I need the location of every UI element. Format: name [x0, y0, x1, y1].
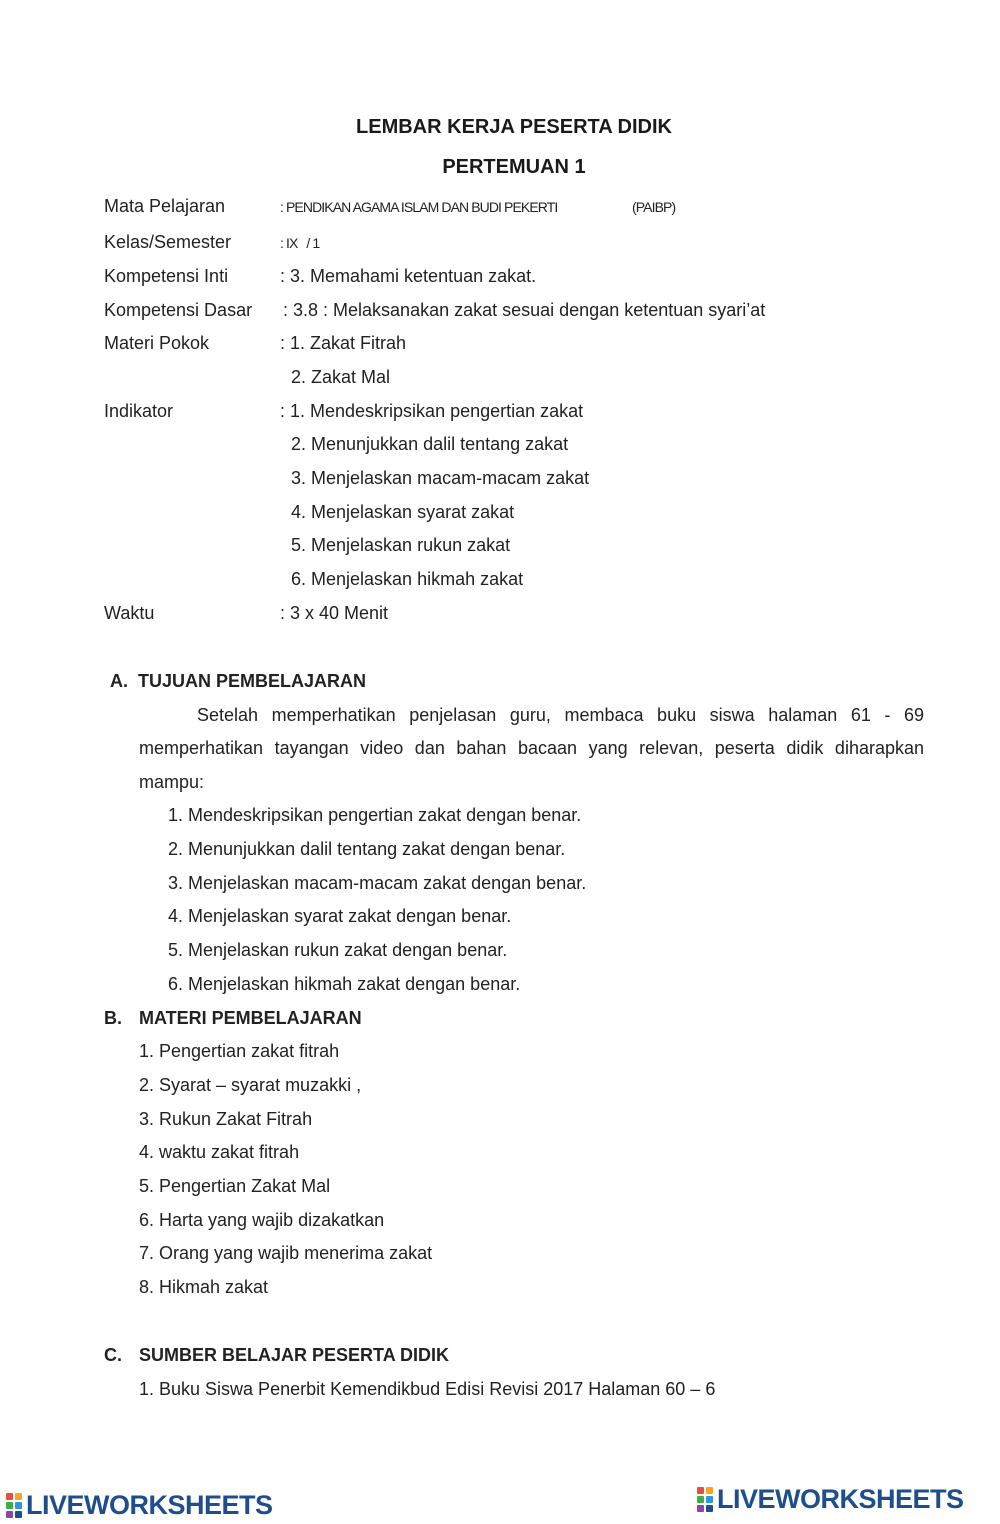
indikator-label: Indikator — [104, 401, 174, 421]
logo-text: LIVEWORKSHEETS — [717, 1484, 964, 1514]
tujuan-item: 4. Menjelaskan syarat zakat dengan benar. — [168, 906, 512, 926]
kelas-label: Kelas/Semester — [104, 232, 232, 252]
materi-list-item: 5. Pengertian Zakat Mal — [139, 1176, 331, 1196]
ki-value: : 3. Memahami ketentuan zakat. — [280, 266, 537, 286]
tujuan-item: 2. Menunjukkan dalil tentang zakat dengan benar. — [168, 839, 566, 859]
liveworksheets-logo-left[interactable] — [6, 1490, 273, 1521]
materi-list-item: 4. waktu zakat fitrah — [139, 1142, 300, 1162]
section-b-heading: MATERI PEMBELAJARAN — [139, 1008, 362, 1028]
tujuan-item: 5. Menjelaskan rukun zakat dengan benar. — [168, 940, 508, 960]
tujuan-item: 3. Menjelaskan macam-macam zakat dengan benar. — [168, 873, 587, 893]
tujuan-item: 1. Mendeskripsikan pengertian zakat dengan benar. — [168, 805, 582, 825]
sumber-list-item: 1. Buku Siswa Penerbit Kemendikbud Edisi Revisi 2017 Halaman 60 – 6 — [139, 1379, 716, 1399]
liveworksheets-logo-right[interactable] — [697, 1484, 964, 1515]
tujuan-item: 6. Menjelaskan hikmah zakat dengan benar. — [168, 974, 521, 994]
mapel-abbr: (PAIBP) — [632, 199, 676, 215]
tujuan-paragraph-line: memperhatikan tayangan video dan bahan bacaan yang relevan, peserta didik diharapkan — [139, 738, 924, 758]
tujuan-paragraph-line: mampu: — [139, 772, 205, 792]
kd-label: Kompetensi Dasar — [104, 300, 253, 320]
section-b-letter: B. — [104, 1008, 122, 1028]
materi-list-item: 1. Pengertian zakat fitrah — [139, 1041, 340, 1061]
indikator-item: 3. Menjelaskan macam-macam zakat — [291, 468, 590, 488]
mapel-value: : PENDIKAN AGAMA ISLAM DAN BUDI PEKERTI — [280, 199, 558, 215]
mapel-label: Mata Pelajaran — [104, 196, 226, 216]
indikator-item: 6. Menjelaskan hikmah zakat — [291, 569, 524, 589]
tujuan-paragraph-line: Setelah memperhatikan penjelasan guru, membaca buku siswa halaman 61 - 69 — [197, 705, 924, 725]
page-subtitle: PERTEMUAN 1 — [442, 156, 586, 178]
page-title: LEMBAR KERJA PESERTA DIDIK — [356, 116, 672, 138]
materi-list-item: 2. Syarat – syarat muzakki , — [139, 1075, 362, 1095]
logo-grid-icon — [6, 1493, 22, 1518]
materi-list-item: 6. Harta yang wajib dizakatkan — [139, 1210, 385, 1230]
materi-list-item: 8. Hikmah zakat — [139, 1277, 269, 1297]
indikator-item: 5. Menjelaskan rukun zakat — [291, 535, 511, 555]
materi-label: Materi Pokok — [104, 333, 210, 353]
section-a-heading: A. TUJUAN PEMBELAJARAN — [110, 671, 367, 691]
waktu-value: : 3 x 40 Menit — [280, 603, 389, 623]
materi-list-item: 7. Orang yang wajib menerima zakat — [139, 1243, 433, 1263]
indikator-item: 4. Menjelaskan syarat zakat — [291, 502, 515, 522]
kelas-value: : IX / 1 — [280, 235, 320, 251]
materi-item: : 1. Zakat Fitrah — [280, 333, 407, 353]
waktu-label: Waktu — [104, 603, 155, 623]
section-c-letter: C. — [104, 1345, 122, 1365]
logo-grid-icon — [697, 1487, 713, 1512]
section-c-heading: SUMBER BELAJAR PESERTA DIDIK — [139, 1345, 450, 1365]
materi-item: 2. Zakat Mal — [291, 367, 391, 387]
logo-text: LIVEWORKSHEETS — [26, 1490, 273, 1520]
kd-value: : 3.8 : Melaksanakan zakat sesuai dengan ketentuan syari’at — [283, 300, 766, 320]
indikator-item: 2. Menunjukkan dalil tentang zakat — [291, 434, 569, 454]
materi-list-item: 3. Rukun Zakat Fitrah — [139, 1109, 313, 1129]
ki-label: Kompetensi Inti — [104, 266, 229, 286]
indikator-item: : 1. Mendeskripsikan pengertian zakat — [280, 401, 584, 421]
